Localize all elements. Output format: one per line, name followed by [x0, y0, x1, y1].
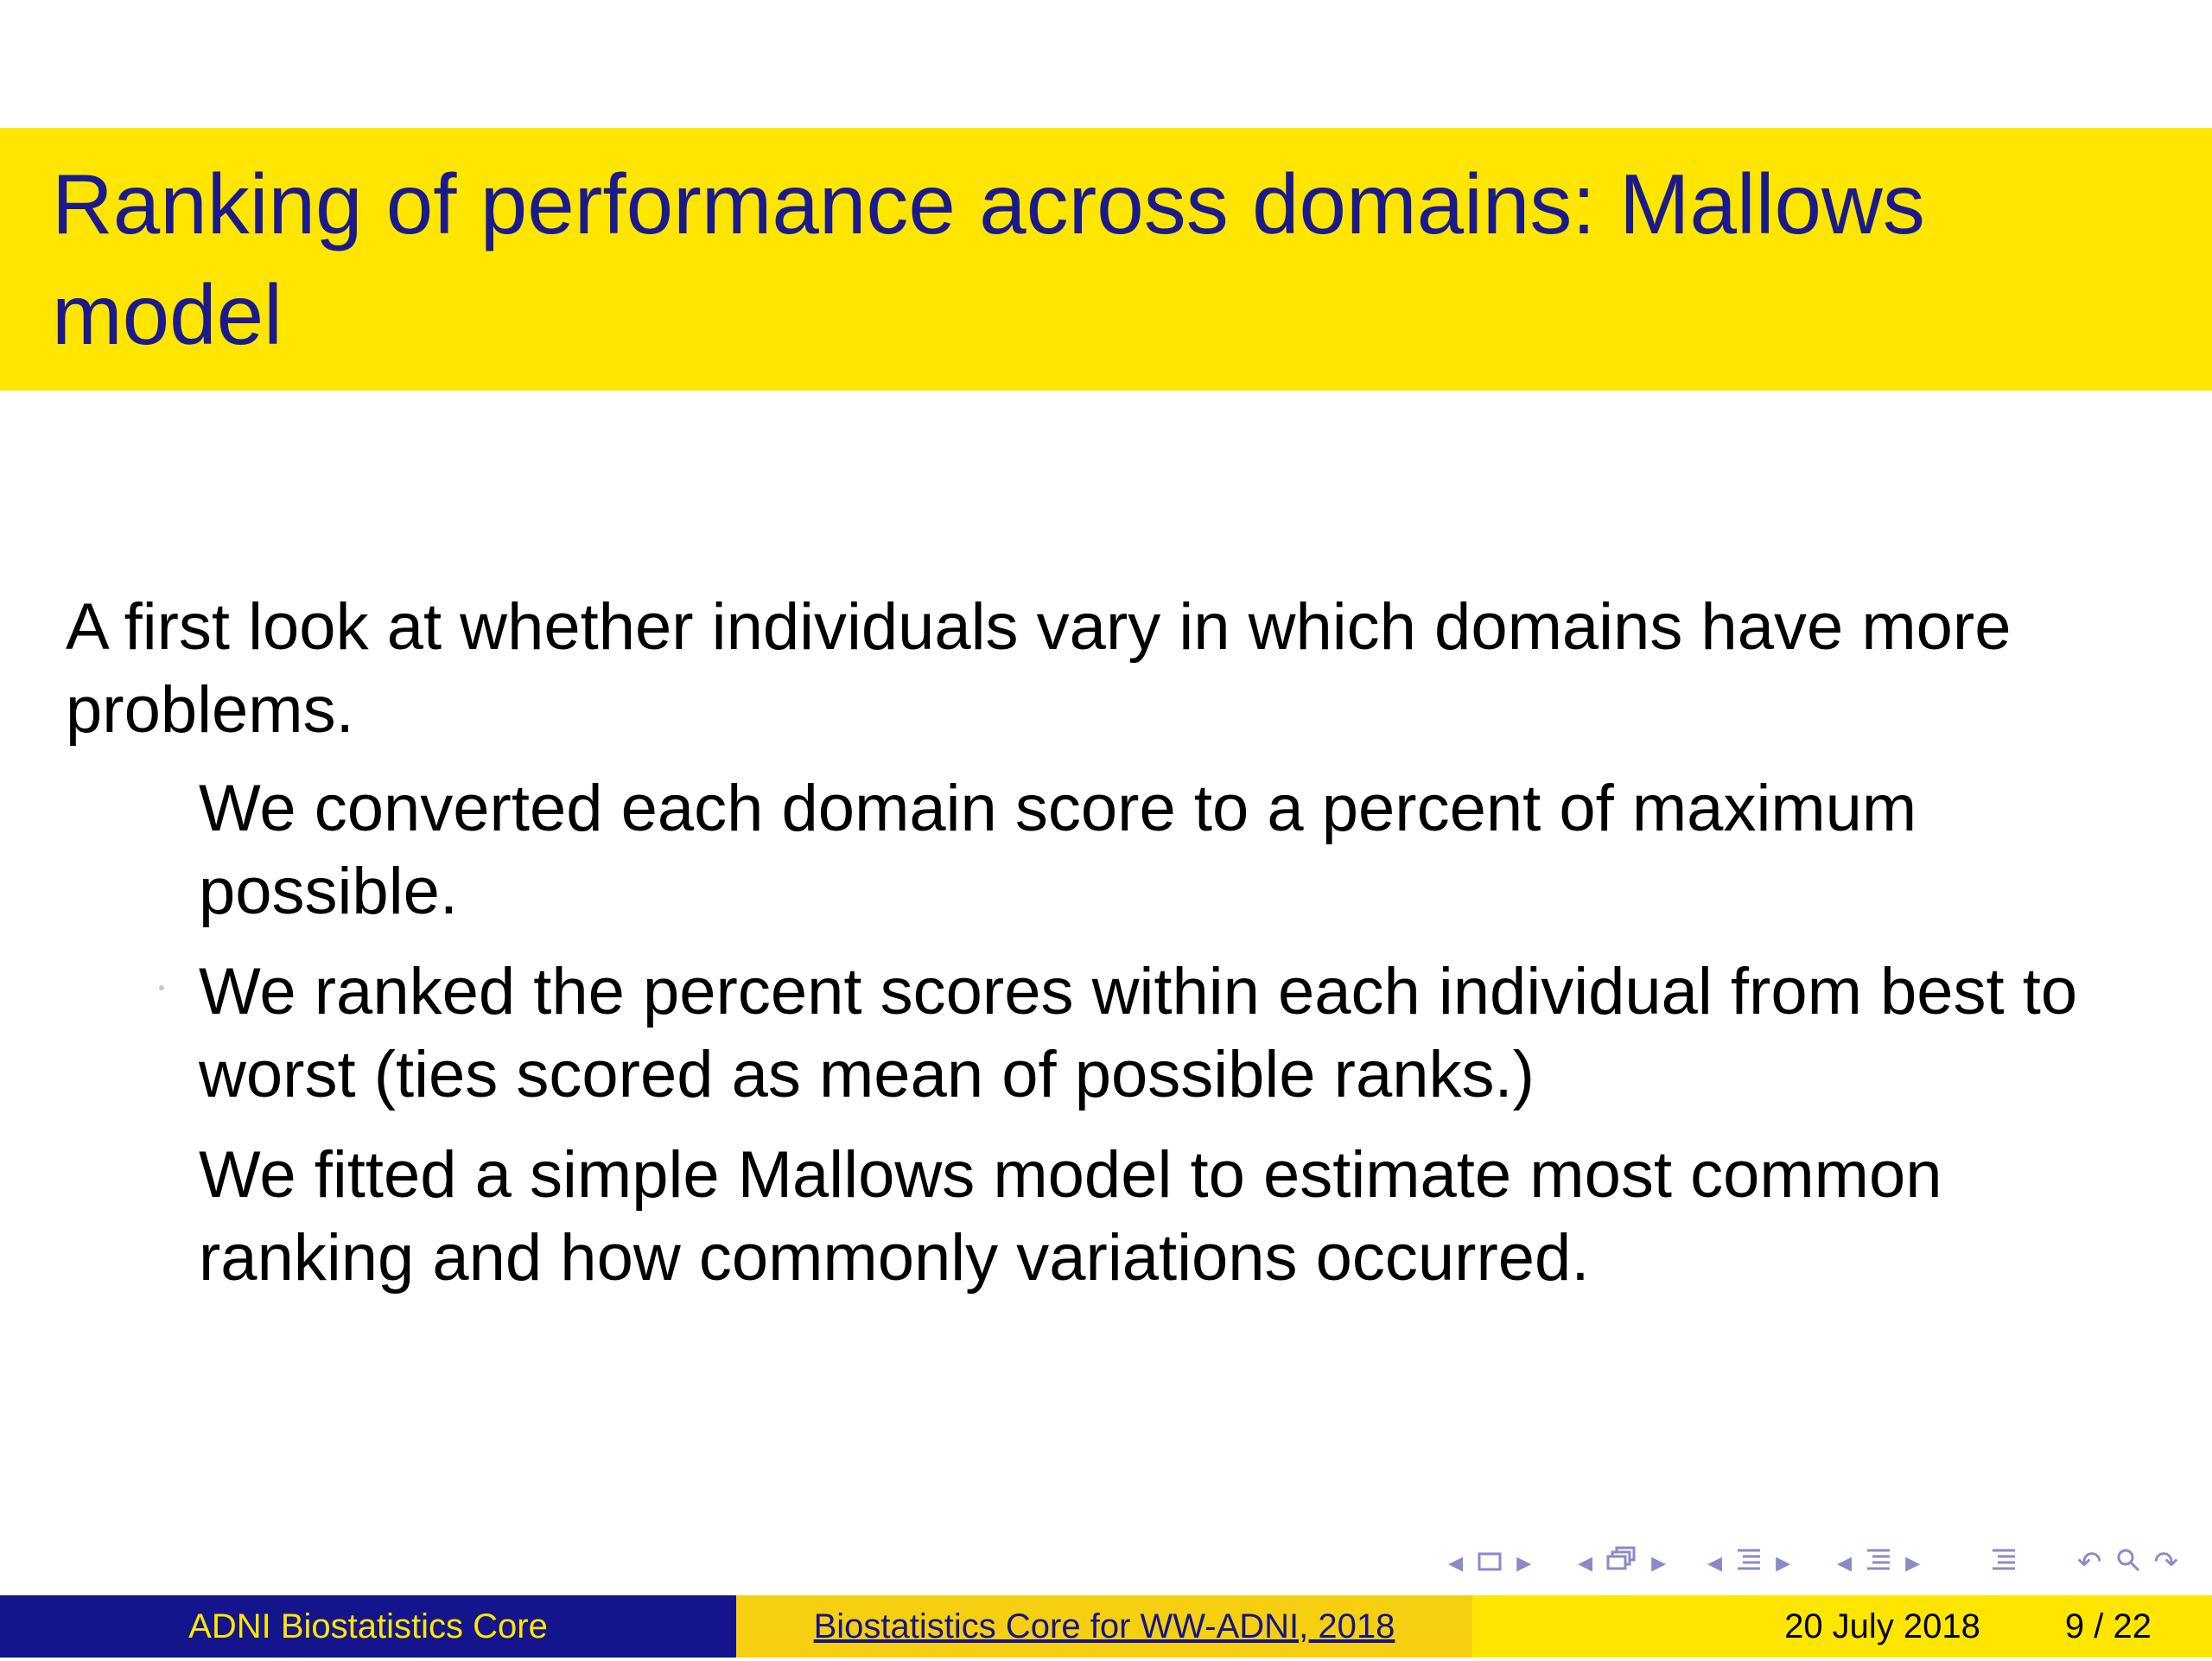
align-icon[interactable]: [1991, 1545, 2017, 1580]
nav-prev-doc-icon[interactable]: ◂: [1837, 1545, 1853, 1580]
nav-frame-group: [1441, 1545, 1538, 1580]
bullet-marker: [159, 985, 164, 990]
nav-prev-subsection-icon[interactable]: ◂: [1578, 1545, 1593, 1580]
bullet-text: We ranked the percent scores within each individual from best to worst (ties scored as mean of possible ranks.): [199, 955, 2078, 1111]
bullet-item: [199, 951, 2143, 1117]
bullet-item: [199, 1134, 2143, 1300]
footer-author: [0, 1595, 736, 1658]
nav-doc-group: [1830, 1545, 1927, 1580]
bullet-item: [199, 767, 2143, 933]
slide-title: Ranking of performance across domains: Mallows model: [52, 156, 1925, 362]
nav-next-doc-icon[interactable]: ▸: [1905, 1545, 1921, 1580]
footer-info: [1472, 1595, 2212, 1658]
nav-subsection-group: [1571, 1545, 1673, 1580]
subsection-icon[interactable]: [1606, 1545, 1637, 1580]
footer-date: 20 July 2018: [1784, 1607, 1980, 1645]
nav-next-section-icon[interactable]: ▸: [1776, 1545, 1791, 1580]
bullet-marker: [159, 802, 164, 807]
nav-search-group: [2070, 1545, 2185, 1580]
footer-author-text: ADNI Biostatistics Core: [188, 1607, 548, 1645]
forward-icon[interactable]: ↷: [2153, 1545, 2178, 1580]
page-counter: 9 / 22: [2064, 1607, 2152, 1645]
back-icon[interactable]: ↶: [2077, 1545, 2102, 1580]
bullet-text: We converted each domain score to a percent of maximum possible.: [199, 772, 1917, 928]
nav-align-group: [1984, 1545, 2024, 1580]
nav-next-subsection-icon[interactable]: ▸: [1651, 1545, 1667, 1580]
nav-prev-frame-icon[interactable]: ◂: [1448, 1545, 1464, 1580]
footer: [0, 1595, 2212, 1658]
nav-next-frame-icon[interactable]: ▸: [1516, 1545, 1532, 1580]
bullet-list: [199, 767, 2143, 1317]
footer-title-link[interactable]: Biostatistics Core for WW-ADNI, 2018: [813, 1607, 1395, 1645]
footer-title: [736, 1595, 1472, 1658]
frame-icon[interactable]: [1477, 1545, 1503, 1580]
bullet-marker: [159, 1168, 164, 1174]
search-icon[interactable]: [2116, 1545, 2140, 1580]
nav-section-group: [1700, 1545, 1797, 1580]
section-icon[interactable]: [1736, 1545, 1762, 1580]
nav-prev-section-icon[interactable]: ◂: [1707, 1545, 1723, 1580]
bullet-text: We fitted a simple Mallows model to estimate most common ranking and how commonly variations occurred.: [199, 1138, 1942, 1295]
document-icon[interactable]: [1866, 1545, 1891, 1580]
intro-text: A first look at whether individuals vary in which domains have more problems.: [66, 590, 2012, 747]
